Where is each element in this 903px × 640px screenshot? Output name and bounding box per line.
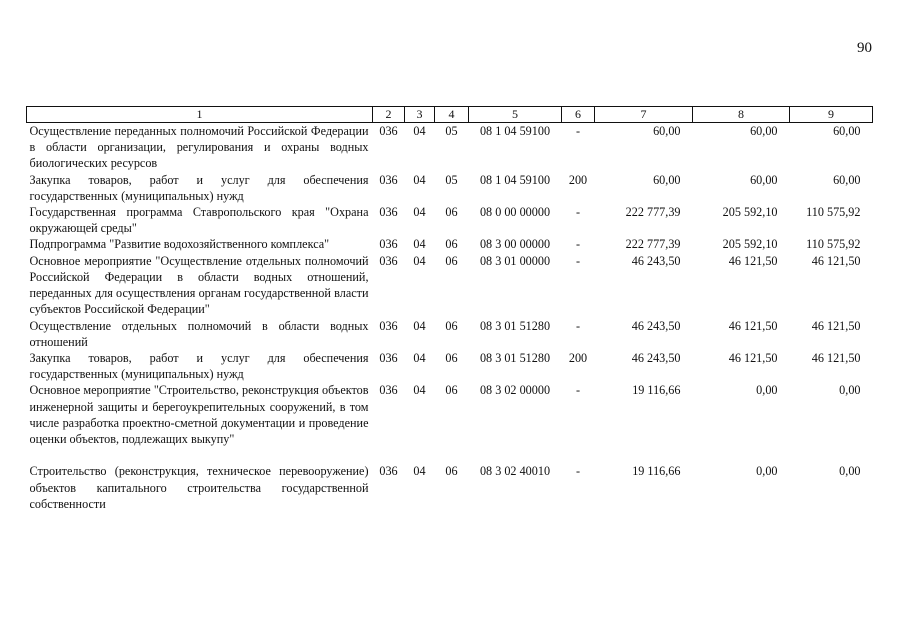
row-name: Подпрограмма "Развитие водохозяйственного комплекса" — [29, 237, 330, 252]
row-target-code: 08 1 04 59100 — [479, 172, 551, 187]
row-expense-type: 200 — [568, 351, 588, 366]
row-subsection: 06 — [445, 351, 458, 366]
row-amount-3: 110 575,92 — [806, 205, 861, 220]
header-col-8: 8 — [693, 107, 790, 123]
row-name: Осуществление отдельных полномочий в области водных отношений — [29, 318, 369, 349]
row-amount-2: 46 121,50 — [728, 253, 778, 268]
header-col-6: 6 — [562, 107, 595, 123]
row-amount-1: 19 116,66 — [632, 464, 681, 479]
row-subsection: 06 — [445, 237, 458, 252]
row-amount-1: 222 777,39 — [625, 205, 681, 220]
table-row — [27, 204, 873, 236]
row-amount-3: 0,00 — [839, 464, 861, 479]
row-target-code: 08 3 01 51280 — [479, 318, 551, 333]
row-amount-3: 46 121,50 — [811, 318, 861, 333]
table-row — [27, 172, 873, 204]
row-admin-code: 036 — [379, 351, 398, 366]
budget-table — [26, 106, 873, 512]
row-admin-code: 036 — [379, 253, 398, 268]
row-expense-type: 200 — [568, 172, 588, 187]
row-amount-1: 60,00 — [653, 172, 681, 187]
row-section: 04 — [413, 237, 426, 252]
row-amount-2: 46 121,50 — [728, 351, 778, 366]
row-target-code: 08 3 00 00000 — [479, 237, 551, 252]
row-section: 04 — [413, 253, 426, 268]
row-amount-3: 0,00 — [839, 383, 861, 398]
header-col-5: 5 — [469, 107, 562, 123]
row-expense-type: - — [575, 318, 581, 333]
row-admin-code: 036 — [379, 205, 398, 220]
row-subsection: 06 — [445, 318, 458, 333]
row-section: 04 — [413, 172, 426, 187]
table-row — [27, 253, 873, 318]
row-expense-type: - — [575, 237, 581, 252]
row-amount-1: 60,00 — [653, 124, 681, 138]
row-amount-2: 0,00 — [756, 383, 778, 398]
row-amount-1: 19 116,66 — [632, 383, 681, 398]
row-name: Основное мероприятие "Осуществление отдельных полномочий Российской Федерации в области водных отношений, переданных для осуществления органам государственной власти субъектов Российской Федерации" — [29, 253, 369, 317]
row-target-code: 08 3 01 00000 — [479, 253, 551, 268]
row-amount-1: 46 243,50 — [631, 253, 681, 268]
row-expense-type: - — [575, 383, 581, 398]
row-admin-code: 036 — [379, 383, 398, 398]
row-admin-code: 036 — [379, 318, 398, 333]
page-number: 90 — [857, 40, 872, 56]
row-section: 04 — [413, 205, 426, 220]
row-admin-code: 036 — [379, 464, 398, 479]
row-admin-code: 036 — [379, 237, 398, 252]
row-section: 04 — [413, 318, 426, 333]
row-amount-2: 0,00 — [756, 464, 778, 479]
row-section: 04 — [413, 383, 426, 398]
table-row — [27, 463, 873, 512]
row-target-code: 08 0 00 00000 — [479, 205, 551, 220]
header-col-9: 9 — [790, 107, 873, 123]
row-amount-2: 205 592,10 — [722, 237, 778, 252]
row-amount-2: 205 592,10 — [722, 205, 778, 220]
row-amount-3: 110 575,92 — [806, 237, 861, 252]
row-subsection: 06 — [445, 253, 458, 268]
table-row — [27, 382, 873, 463]
row-subsection: 06 — [445, 383, 458, 398]
row-subsection: 05 — [445, 124, 458, 138]
row-amount-2: 60,00 — [750, 124, 778, 138]
table-row — [27, 236, 873, 252]
row-section: 04 — [413, 351, 426, 366]
header-col-7: 7 — [595, 107, 693, 123]
row-amount-1: 46 243,50 — [631, 318, 681, 333]
table-row — [27, 350, 873, 382]
header-col-4: 4 — [435, 107, 469, 123]
row-name: Государственная программа Ставропольского края "Охрана окружающей среды" — [29, 205, 369, 236]
row-amount-1: 46 243,50 — [631, 351, 681, 366]
row-name: Строительство (реконструкция, техническое перевооружение) объектов капитального строительства государственной собственности — [29, 464, 369, 511]
header-row — [27, 107, 873, 123]
row-amount-3: 46 121,50 — [811, 253, 861, 268]
row-target-code: 08 1 04 59100 — [479, 124, 551, 138]
row-target-code: 08 3 02 00000 — [479, 383, 551, 398]
row-name: Осуществление переданных полномочий Российской Федерации в области организации, регулирования и охраны водных биологических ресурсов — [29, 124, 369, 171]
header-col-2: 2 — [373, 107, 405, 123]
row-expense-type: - — [575, 464, 581, 479]
row-amount-2: 60,00 — [750, 172, 778, 187]
row-amount-3: 60,00 — [833, 124, 861, 138]
row-amount-2: 46 121,50 — [728, 318, 778, 333]
row-subsection: 06 — [445, 464, 458, 479]
row-amount-1: 222 777,39 — [625, 237, 681, 252]
row-subsection: 06 — [445, 205, 458, 220]
row-amount-3: 60,00 — [833, 172, 861, 187]
row-target-code: 08 3 01 51280 — [479, 351, 551, 366]
row-section: 04 — [413, 124, 426, 138]
row-name: Закупка товаров, работ и услуг для обеспечения государственных (муниципальных) нужд — [29, 351, 369, 382]
row-admin-code: 036 — [379, 172, 398, 187]
row-section: 04 — [413, 464, 426, 479]
row-expense-type: - — [575, 253, 581, 268]
row-admin-code: 036 — [379, 124, 398, 138]
row-subsection: 05 — [445, 172, 458, 187]
row-name: Закупка товаров, работ и услуг для обеспечения государственных (муниципальных) нужд — [29, 172, 369, 203]
row-expense-type: - — [575, 124, 581, 138]
table-row — [27, 318, 873, 350]
row-target-code: 08 3 02 40010 — [479, 464, 551, 479]
row-name: Основное мероприятие "Строительство, реконструкция объектов инженерной защиты и берегоукрепительных сооружений, в том числе разработка проектно-сметной документации и проведение оценки объектов, подлежащих выкупу" — [29, 383, 369, 447]
row-amount-3: 46 121,50 — [811, 351, 861, 366]
table-row — [27, 123, 873, 172]
row-expense-type: - — [575, 205, 581, 220]
header-col-3: 3 — [405, 107, 435, 123]
header-col-1: 1 — [27, 107, 373, 123]
